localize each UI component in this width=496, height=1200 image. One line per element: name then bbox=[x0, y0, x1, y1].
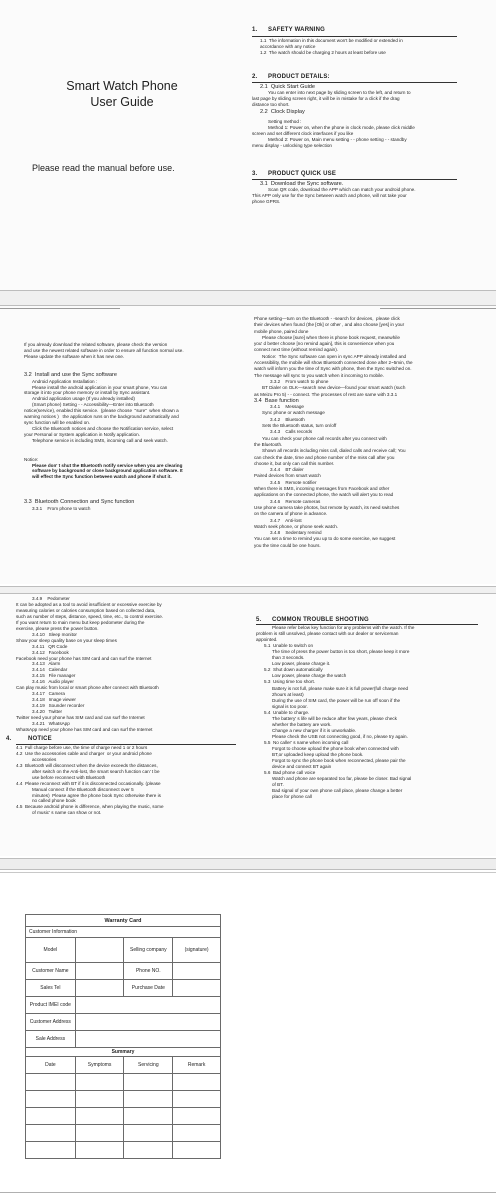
summary-heading: Summary bbox=[26, 1048, 221, 1057]
text-line: choose it, but only can call this number. bbox=[254, 460, 335, 466]
text-line: Scan QR code, download the APP which can match your android phone. bbox=[268, 187, 416, 193]
text-line: BT Dialer on OLK—search new device—found your smart watch (such bbox=[262, 385, 406, 391]
cover-panel bbox=[0, 0, 248, 290]
section-2-heading bbox=[252, 75, 484, 81]
text-line: Android application usage (If you already installed) bbox=[32, 396, 135, 402]
page2-right-column bbox=[254, 316, 486, 549]
phone-no-label: Phone NO. bbox=[124, 963, 173, 980]
text-line: whether the battery are work. bbox=[272, 721, 332, 727]
text-line: The battery' s life will be reduce after few years, please check bbox=[272, 715, 397, 721]
section-4-heading bbox=[6, 737, 248, 743]
table-cell[interactable] bbox=[75, 1125, 124, 1142]
text-line: 3.4.20 Twitter bbox=[32, 709, 63, 715]
cover-title-line1: Smart Watch Phone bbox=[66, 79, 178, 93]
model-label: Model bbox=[26, 938, 76, 963]
section-title: NOTICE bbox=[28, 735, 52, 742]
table-cell[interactable] bbox=[124, 1125, 173, 1142]
text-line: such as number of steps, distance, speed, time, etc., to control exercise. bbox=[16, 613, 164, 619]
product-imei-value[interactable] bbox=[75, 997, 220, 1014]
text-line: 3.4.2 Bluetooth bbox=[270, 416, 305, 422]
section-5-heading bbox=[256, 617, 488, 623]
text-line: measuring calories or calories consumption based on collected data, bbox=[16, 607, 156, 613]
text-line: accessories bbox=[32, 756, 57, 762]
text-line: Telephone service is including SMS, incoming call and seek watch. bbox=[32, 437, 168, 443]
text-line: connect next time (without remind again). bbox=[254, 347, 339, 353]
signature-field[interactable]: (signature) bbox=[173, 938, 221, 963]
text-line: sync function will be enabled on. bbox=[24, 419, 91, 425]
warranty-card-table bbox=[25, 914, 221, 1159]
sale-address-label: Sale Address bbox=[26, 1031, 76, 1048]
section-1-body bbox=[252, 38, 484, 56]
text-line: accordance with any notice bbox=[260, 43, 316, 49]
cover-title-line2: User Guide bbox=[90, 95, 154, 109]
page-separator bbox=[0, 290, 496, 306]
manual-page-2 bbox=[0, 306, 496, 584]
text-line: Accessibility, the mobile will show Bluetooth connected done after 2~5min, the bbox=[254, 360, 413, 366]
text-line: 3.4.5 Remote notifier bbox=[270, 479, 317, 485]
text-line: When there is SMS, incoming messages from Facebook and other bbox=[254, 486, 390, 492]
text-line: mobile phone, paired done bbox=[254, 328, 309, 334]
table-cell[interactable] bbox=[173, 1091, 221, 1108]
table-cell[interactable] bbox=[173, 1074, 221, 1091]
text-line: Watch seek phone, or phone seek watch. bbox=[254, 523, 339, 529]
text-line: Low power, please charge the watch bbox=[272, 673, 347, 679]
section-3-heading bbox=[252, 172, 484, 178]
text-line: use before reconnect with Bluetooth bbox=[32, 774, 106, 780]
text-line: WhatsApp need your phone has SIM card and can surf the Internet bbox=[16, 726, 153, 732]
table-cell[interactable] bbox=[26, 1091, 76, 1108]
text-line: 3.4.4 BT dialer bbox=[270, 467, 304, 473]
text-line: 3.4.14 Calendar bbox=[32, 667, 68, 673]
sales-tel-value[interactable] bbox=[75, 980, 124, 997]
table-row bbox=[26, 1074, 221, 1091]
text-line: The time of press the power button is too short, please keep it more bbox=[272, 649, 410, 655]
section-number: 1. bbox=[252, 27, 258, 33]
text-line: distance too short. bbox=[252, 102, 290, 108]
text-line: 3.4.9 Pedometer bbox=[32, 596, 70, 601]
page2-left-column bbox=[24, 342, 246, 512]
text-line: You can set a time to remind you up to do some exercise, we suggest bbox=[254, 536, 396, 542]
table-cell[interactable] bbox=[26, 1142, 76, 1159]
page3-left-column bbox=[6, 596, 248, 816]
text-line: The message will sync to you watch when it incoming to mobile. bbox=[254, 372, 384, 378]
page-separator bbox=[0, 858, 496, 870]
fold-shadow bbox=[0, 308, 120, 309]
table-cell[interactable] bbox=[124, 1142, 173, 1159]
section-1-heading bbox=[252, 28, 484, 34]
notice-label: Notice: bbox=[24, 456, 39, 462]
text-line: If you already download the related software, please check the version bbox=[24, 342, 168, 347]
text-line: after switch on the Anti-lost, the smart search function can' t be bbox=[32, 768, 160, 774]
text-line: Manual connect if the Bluetooth disconnect over 5 bbox=[32, 786, 134, 792]
text-line: the Bluetooth. bbox=[254, 441, 283, 447]
text-line: During the use of SIM card, the power will be run off soon if the bbox=[272, 697, 401, 703]
text-line: 3.4.19 Sounder recorder bbox=[32, 703, 85, 709]
customer-info-heading: Customer Information bbox=[26, 927, 221, 938]
text-line: You can check your phone call records after you connect with bbox=[262, 435, 387, 441]
text-line: Method 2: Power on, Main menu setting - - phone setting - - standby bbox=[268, 136, 407, 142]
text-line: It can be adopted as a tool to avoid insufficient or excessive exercise by bbox=[16, 601, 162, 607]
page3-right-column bbox=[256, 617, 488, 800]
text-line: on the camera of phone in advance. bbox=[254, 511, 328, 517]
subsection-2-1: 2.1 Quick Start Guide bbox=[260, 83, 316, 90]
section-number: 3. bbox=[252, 170, 258, 177]
text-line: Sync phone or watch message bbox=[262, 410, 325, 416]
manual-page-1 bbox=[0, 0, 496, 290]
text-line: watch will inform you the time of Sync with phone, then the Sync switched on. bbox=[254, 366, 412, 372]
text-line: 3.3.2 From watch to phone bbox=[270, 378, 329, 384]
text-line: 3.4.17 Camera bbox=[32, 691, 65, 697]
text-line: 3.4.21 WhatsApp bbox=[32, 721, 70, 727]
col-remark: Remark bbox=[173, 1057, 221, 1074]
table-cell[interactable] bbox=[75, 1108, 124, 1125]
text-line: device and connect BT again bbox=[272, 764, 332, 770]
text-line: 4.3 Bluetooth will disconnect when the device exceeds the distances, bbox=[16, 762, 158, 768]
text-line: no called phone book bbox=[32, 798, 76, 804]
table-cell[interactable] bbox=[124, 1074, 173, 1091]
manual-page-4 bbox=[0, 870, 496, 1200]
sales-tel-label: Sales Tel bbox=[26, 980, 76, 997]
text-line: If you want return to main menu but keep pedometer during the bbox=[16, 619, 145, 625]
text-line: This APP only use for the Sync between watch and phone, will not take your bbox=[252, 193, 407, 199]
text-line: Battery is not full, please make sure it is full power(full charge need bbox=[272, 685, 409, 691]
table-row bbox=[26, 1142, 221, 1159]
text-line: Watch and phone are separated too far, please be closer. Bad signal bbox=[272, 776, 412, 782]
text-line: 3.3.1 From phone to watch bbox=[32, 506, 91, 512]
text-line: notice(service), enabled this service. (please choose "sure" when shown a bbox=[24, 408, 179, 414]
text-line: (Smart phone) Setting - - Accessibility—Enter into Bluetooth bbox=[32, 402, 154, 408]
section-number: 4. bbox=[6, 735, 12, 742]
section-title: PRODUCT QUICK USE bbox=[268, 170, 337, 177]
text-line: Low power, please charge it. bbox=[272, 661, 331, 667]
text-line: as Meizu Pro 5) - - connect. The processes of rest are same with 3.3.1 bbox=[254, 391, 398, 397]
text-line: Forgot to sync the phone book when reconnected, please pair the bbox=[272, 758, 406, 764]
text-line: 3.4.8 Sedentary remind bbox=[270, 530, 322, 536]
table-cell[interactable] bbox=[124, 1108, 173, 1125]
section-title: SAFETY WARNING bbox=[268, 27, 326, 33]
text-line: 3.4.6 Remote cameras bbox=[270, 498, 321, 504]
text-line: Forgot to choose upload the phone book when connected with bbox=[272, 745, 399, 751]
text-line: Sets the Bluetooth status, turn on/off bbox=[262, 423, 337, 429]
text-line: 3.4.13 Alarm bbox=[32, 661, 61, 667]
manual-page-3 bbox=[0, 594, 496, 856]
selling-company-label: Selling company bbox=[124, 938, 173, 963]
text-line: 3.4.18 Image viewer bbox=[32, 697, 76, 703]
customer-address-value[interactable] bbox=[75, 1014, 220, 1031]
text-line: 4.2 Use the accessories cable and charger or your android phone bbox=[16, 750, 152, 756]
warranty-title: Warranty Card bbox=[26, 915, 221, 927]
table-cell[interactable] bbox=[26, 1074, 76, 1091]
text-line: screen and set different clock interfaces if you like bbox=[252, 130, 354, 136]
text-line: Please don' t shut the Bluetooth notify service when you are clearing bbox=[32, 462, 183, 468]
text-line: their devices when found (the [Ok] or other , and also choose [yes] in your bbox=[254, 322, 405, 328]
heading-rule bbox=[252, 179, 457, 180]
subsection-3-2: 3.2 Install and use the Sync software bbox=[24, 371, 117, 378]
text-line: Show your sleep quality base on your sleep times bbox=[16, 637, 117, 643]
text-line: 5.3 Using time too short. bbox=[264, 679, 316, 685]
subsection-3-4: 3.4 Base function bbox=[254, 397, 299, 404]
text-line: 2hours at least) bbox=[272, 691, 304, 697]
section-number: 2. bbox=[252, 73, 258, 80]
col-servicing: Servicing bbox=[124, 1057, 173, 1074]
text-line: exercise, please press the power button. bbox=[16, 625, 99, 631]
text-line: you the time could be one hours. bbox=[254, 542, 321, 548]
table-row bbox=[26, 1091, 221, 1108]
text-line: Bad signal of your own phone call place, please change a better bbox=[272, 788, 403, 794]
page-separator bbox=[0, 586, 496, 594]
text-line: 4.4 Please reconnect with BT if it is disconnected occasionally. (please bbox=[16, 780, 161, 786]
product-imei-label: Product IMEI code bbox=[26, 997, 76, 1014]
text-line: Android Application Installation : bbox=[32, 378, 98, 384]
text-line: 3.4.12 Facebook bbox=[32, 649, 69, 655]
heading-rule bbox=[252, 36, 457, 37]
text-line: Please update the software when it has new one. bbox=[24, 353, 125, 359]
text-line: can check the date, time and phone number of the miss call after you bbox=[254, 454, 395, 460]
text-line: Please choose [sure] when there is phone book request, meanwhile bbox=[262, 334, 400, 340]
text-line: of BT. bbox=[272, 782, 284, 788]
subsection-3-1: 3.1 Download the Sync software. bbox=[260, 180, 344, 187]
customer-name-label: Customer Name bbox=[26, 963, 76, 980]
text-line: storage it into your phone memory or install by Sync assistant. bbox=[24, 390, 151, 396]
text-line: Please refer below key function for any problems with the watch. If the bbox=[272, 625, 415, 631]
model-value[interactable] bbox=[75, 938, 124, 963]
text-line: minutes) Please agree the phone book Sync otherwise there is bbox=[32, 792, 161, 798]
text-line: software by background or close background application software. It bbox=[32, 468, 183, 474]
text-line: of music' s name can show or not. bbox=[32, 810, 102, 816]
text-line: Paired devices from smart watch bbox=[254, 473, 321, 479]
text-line: warning notices ) the application runs on the background automatically and bbox=[24, 414, 179, 420]
table-cell[interactable] bbox=[173, 1142, 221, 1159]
text-line: Use phone camera take photos, but remote by watch, its need switches bbox=[254, 504, 400, 510]
table-cell[interactable] bbox=[26, 1108, 76, 1125]
text-line: applications on the connected phone, the watch will alert you to read bbox=[254, 492, 394, 498]
cover-notice: Please read the manual before use. bbox=[32, 163, 175, 173]
table-cell[interactable] bbox=[173, 1125, 221, 1142]
text-line: your Personal or System application in Notify application. bbox=[24, 431, 140, 437]
table-cell[interactable] bbox=[75, 1091, 124, 1108]
text-line: 3.4.10 Sleep monitor bbox=[32, 631, 77, 637]
table-cell[interactable] bbox=[75, 1074, 124, 1091]
text-line: BT,or uploaded keep upload the phone book. bbox=[272, 752, 364, 758]
text-line: you' d better choose [no remind again], this is convenience when you bbox=[254, 341, 395, 347]
text-line: 3.4.11 QR Code bbox=[32, 643, 68, 649]
purchase-date-label: Purchase Date bbox=[124, 980, 173, 997]
section-title: COMMON TROUBLE SHOOTING bbox=[272, 617, 369, 623]
text-line: will effect the Sync function between watch and phone if shut it. bbox=[32, 474, 172, 480]
text-line: than 3 seconds. bbox=[272, 655, 305, 661]
text-line: Shown all records including miss call, dialed calls and receive call; You bbox=[262, 448, 406, 454]
text-line: Phone setting—turn on the Bluetooth - -search for devices, please click bbox=[254, 316, 400, 321]
text-line: menu display - unlocking type selection bbox=[252, 142, 332, 148]
table-cell[interactable] bbox=[75, 1142, 124, 1159]
text-line: place for phone call bbox=[272, 794, 312, 800]
text-line: Change a new charger if it is unworkable. bbox=[272, 727, 357, 733]
subsection-3-3: 3.3 Bluetooth Connection and Sync function bbox=[24, 499, 135, 506]
sale-address-value[interactable] bbox=[75, 1031, 220, 1048]
text-line: problem is still unsolved, please contact with our dealer or serviceman bbox=[256, 631, 399, 637]
table-cell[interactable] bbox=[26, 1125, 76, 1142]
cover-title bbox=[22, 78, 222, 110]
text-line: 5.4 Unable to charge. bbox=[264, 709, 310, 715]
text-line: appointed. bbox=[256, 637, 278, 643]
col-date: Date bbox=[26, 1057, 76, 1074]
text-line: 1.1 The information in this document won't be modified or extended in bbox=[260, 37, 403, 43]
text-line: phone GPRS. bbox=[252, 199, 281, 205]
text-line: Twitter need your phone has SIM card and can surf the Internet bbox=[16, 715, 145, 721]
text-line: 5.5 No caller' s name when incoming call bbox=[264, 739, 349, 745]
text-line: and use the newest related software in order to ensure all function normal use. bbox=[24, 347, 184, 353]
phone-no-value[interactable] bbox=[173, 963, 221, 980]
heading-rule bbox=[252, 82, 457, 83]
text-line: You can enter into next page by sliding screen to the left, and return to bbox=[268, 90, 411, 96]
text-line: 4.1 Full charge before use, the time of charge need 1 or 2 hours bbox=[16, 744, 148, 750]
table-cell[interactable] bbox=[124, 1091, 173, 1108]
text-line: 5.6 Bad phone call voice bbox=[264, 770, 316, 776]
text-line: Facebook need your phone has SIM card and can surf the Internet bbox=[16, 655, 152, 661]
text-line: 1.2 The watch should be charging 2 hours at least before use bbox=[260, 49, 386, 55]
text-line: 5.1 Unable to switch on bbox=[264, 643, 314, 649]
table-row bbox=[26, 1125, 221, 1142]
text-line: 3.4.7 Anti-lost bbox=[270, 517, 302, 523]
section-title: PRODUCT DETAILS: bbox=[268, 73, 330, 80]
text-line: signal is too poor. bbox=[272, 703, 308, 709]
customer-address-label: Customer Address bbox=[26, 1014, 76, 1031]
text-line: Please install the android application in your smart phone, You can bbox=[32, 384, 168, 390]
fold-shadow bbox=[0, 1192, 496, 1193]
text-line: 3.4.3 Calls records bbox=[270, 429, 313, 435]
text-line: Can play music from local or smart phone after connect with Bluetooth bbox=[16, 685, 159, 691]
text-line: last page by sliding screen right, it will be in mistake for a click if the drag bbox=[252, 96, 400, 102]
table-row bbox=[26, 1108, 221, 1125]
text-line: 3.4.15 File manager bbox=[32, 673, 76, 679]
purchase-date-value[interactable] bbox=[173, 980, 221, 997]
text-line: 4.5 Because android phone is difference, when playing the music, some bbox=[16, 804, 164, 810]
text-line: Setting method : bbox=[268, 119, 302, 125]
col-symptoms: Symptoms bbox=[75, 1057, 124, 1074]
page1-right-column bbox=[252, 28, 484, 205]
customer-name-value[interactable] bbox=[75, 963, 124, 980]
text-line: 3.4.1 Message bbox=[270, 404, 304, 410]
fold-shadow bbox=[0, 872, 496, 873]
table-cell[interactable] bbox=[173, 1108, 221, 1125]
subsection-2-2: 2.2 Clock Display bbox=[260, 109, 305, 116]
text-line: 5.2 Shut down automatically bbox=[264, 667, 323, 673]
text-line: 3.4.16 Audio player bbox=[32, 679, 74, 685]
text-line: Method 1: Power on, when the phone in clock mode, please click middle bbox=[268, 124, 415, 130]
text-line: Notice: The Sync software can open in sync APP already installed and bbox=[262, 353, 407, 359]
text-line: Click the Bluetooth notices and choose the Notification service, select bbox=[32, 425, 174, 431]
text-line: Please check the USB not connecting good, if no, please try again. bbox=[272, 733, 408, 739]
section-number: 5. bbox=[256, 617, 262, 623]
fold-shadow bbox=[380, 308, 496, 309]
